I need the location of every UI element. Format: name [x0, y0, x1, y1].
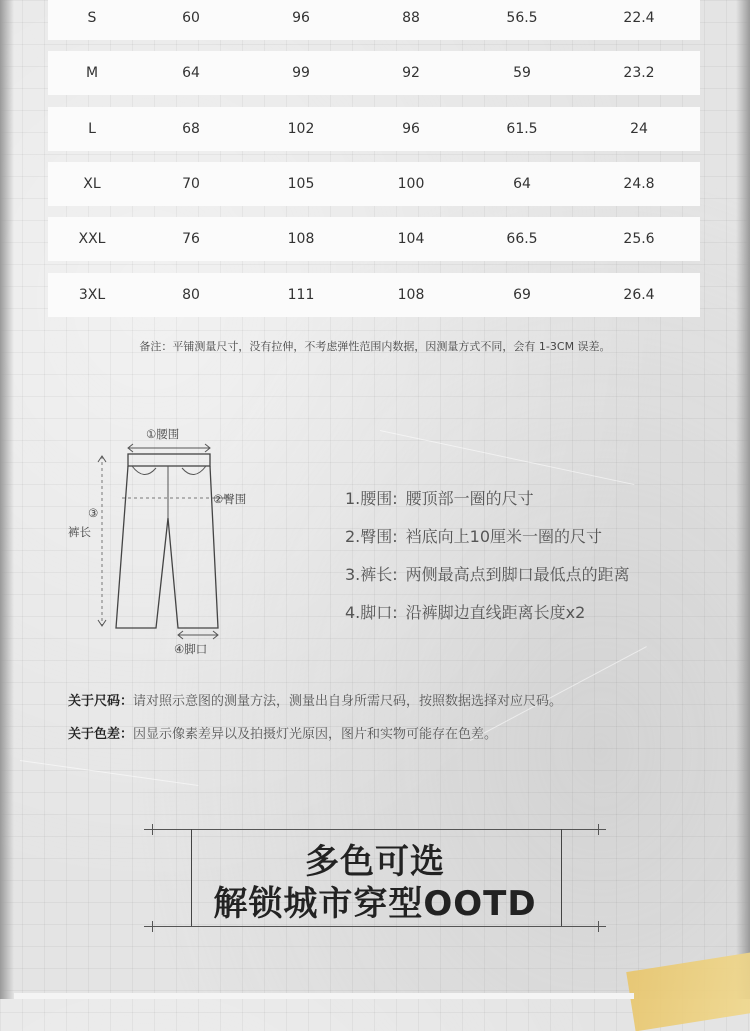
- bottom-strip: [14, 993, 634, 999]
- paper-crease: [380, 430, 635, 485]
- about-color: [68, 723, 497, 742]
- banner-subtitle: 解锁城市穿型OOTD: [213, 884, 537, 924]
- value-cell: 64: [513, 176, 531, 192]
- measurement-note: 备注：平铺测量尺寸，没有拉伸，不考虑弹性范围内数据，因测量方式不同，会有 1-3CM 误差。: [139, 340, 611, 353]
- size-cell: XL: [83, 176, 101, 192]
- size-cell: 3XL: [78, 287, 106, 303]
- measurement-hem: [345, 600, 585, 623]
- pants-diagram: [60, 418, 280, 664]
- banner-title: 多色可选: [305, 842, 445, 882]
- value-cell: 108: [287, 231, 315, 247]
- size-cell: M: [85, 65, 99, 81]
- decorative-tape: [626, 949, 750, 1031]
- measurement-length: [345, 562, 630, 585]
- value-cell: 26.4: [623, 287, 655, 303]
- value-cell: 96: [292, 10, 310, 26]
- measurement-hip: [345, 524, 602, 547]
- value-cell: 56.5: [506, 10, 538, 26]
- measurement-waist: [345, 486, 534, 509]
- value-cell: 24: [630, 121, 648, 137]
- measurement-key: 1.腰围:: [345, 489, 398, 508]
- banner-bottom-line: [144, 926, 606, 927]
- about-color-title: 关于色差：: [68, 727, 134, 742]
- about-size-text: 请对照示意图的测量方法，测量出自身所需尺码，按照数据选择对应尺码。: [133, 694, 563, 709]
- waist-label: ①腰围: [146, 427, 180, 441]
- value-cell: 68: [182, 121, 200, 137]
- size-row-m: [48, 51, 700, 95]
- value-cell: 88: [402, 10, 420, 26]
- measurement-desc: 裆底向上10厘米一圈的尺寸: [405, 527, 603, 546]
- size-cell: XXL: [78, 231, 106, 247]
- size-row-s: [48, 0, 700, 40]
- paper-crease: [20, 760, 198, 786]
- value-cell: 92: [402, 65, 420, 81]
- about-size-title: 关于尺码：: [68, 694, 134, 709]
- measurement-desc: 腰顶部一圈的尺寸: [405, 489, 534, 508]
- value-cell: 60: [182, 10, 200, 26]
- value-cell: 100: [397, 176, 425, 192]
- value-cell: 111: [287, 287, 315, 303]
- about-color-text: 因显示像素差异以及拍摄灯光原因，图片和实物可能存在色差。: [133, 727, 498, 742]
- hip-label: ②臀围: [213, 492, 247, 506]
- length-number: ③: [88, 506, 99, 520]
- value-cell: 64: [182, 65, 200, 81]
- value-cell: 69: [513, 287, 531, 303]
- value-cell: 108: [397, 287, 425, 303]
- value-cell: 22.4: [623, 10, 655, 26]
- measurement-key: 2.臀围:: [345, 527, 398, 546]
- size-row-l: [48, 107, 700, 151]
- measurement-desc: 两侧最高点到脚口最低点的距离: [405, 565, 630, 584]
- value-cell: 59: [513, 65, 531, 81]
- value-cell: 96: [402, 121, 420, 137]
- pants-outline-icon: [60, 418, 280, 664]
- value-cell: 105: [287, 176, 315, 192]
- value-cell: 80: [182, 287, 200, 303]
- value-cell: 76: [182, 231, 200, 247]
- size-cell: L: [88, 121, 96, 137]
- value-cell: 99: [292, 65, 310, 81]
- value-cell: 104: [397, 231, 425, 247]
- value-cell: 61.5: [506, 121, 538, 137]
- measurement-key: 4.脚口:: [345, 603, 398, 622]
- hem-label: ④脚口: [174, 642, 208, 656]
- value-cell: 70: [182, 176, 200, 192]
- about-size: [68, 690, 562, 709]
- measurement-desc: 沿裤脚边直线距离长度x2: [405, 603, 586, 622]
- length-label: 裤长: [68, 525, 91, 539]
- value-cell: 23.2: [623, 65, 655, 81]
- size-row-xl: [48, 162, 700, 206]
- value-cell: 66.5: [506, 231, 538, 247]
- value-cell: 25.6: [623, 231, 655, 247]
- size-cell: S: [87, 10, 97, 26]
- size-row-3xl: [48, 273, 700, 317]
- value-cell: 102: [287, 121, 315, 137]
- measurement-key: 3.裤长:: [345, 565, 398, 584]
- size-row-xxl: [48, 217, 700, 261]
- value-cell: 24.8: [623, 176, 655, 192]
